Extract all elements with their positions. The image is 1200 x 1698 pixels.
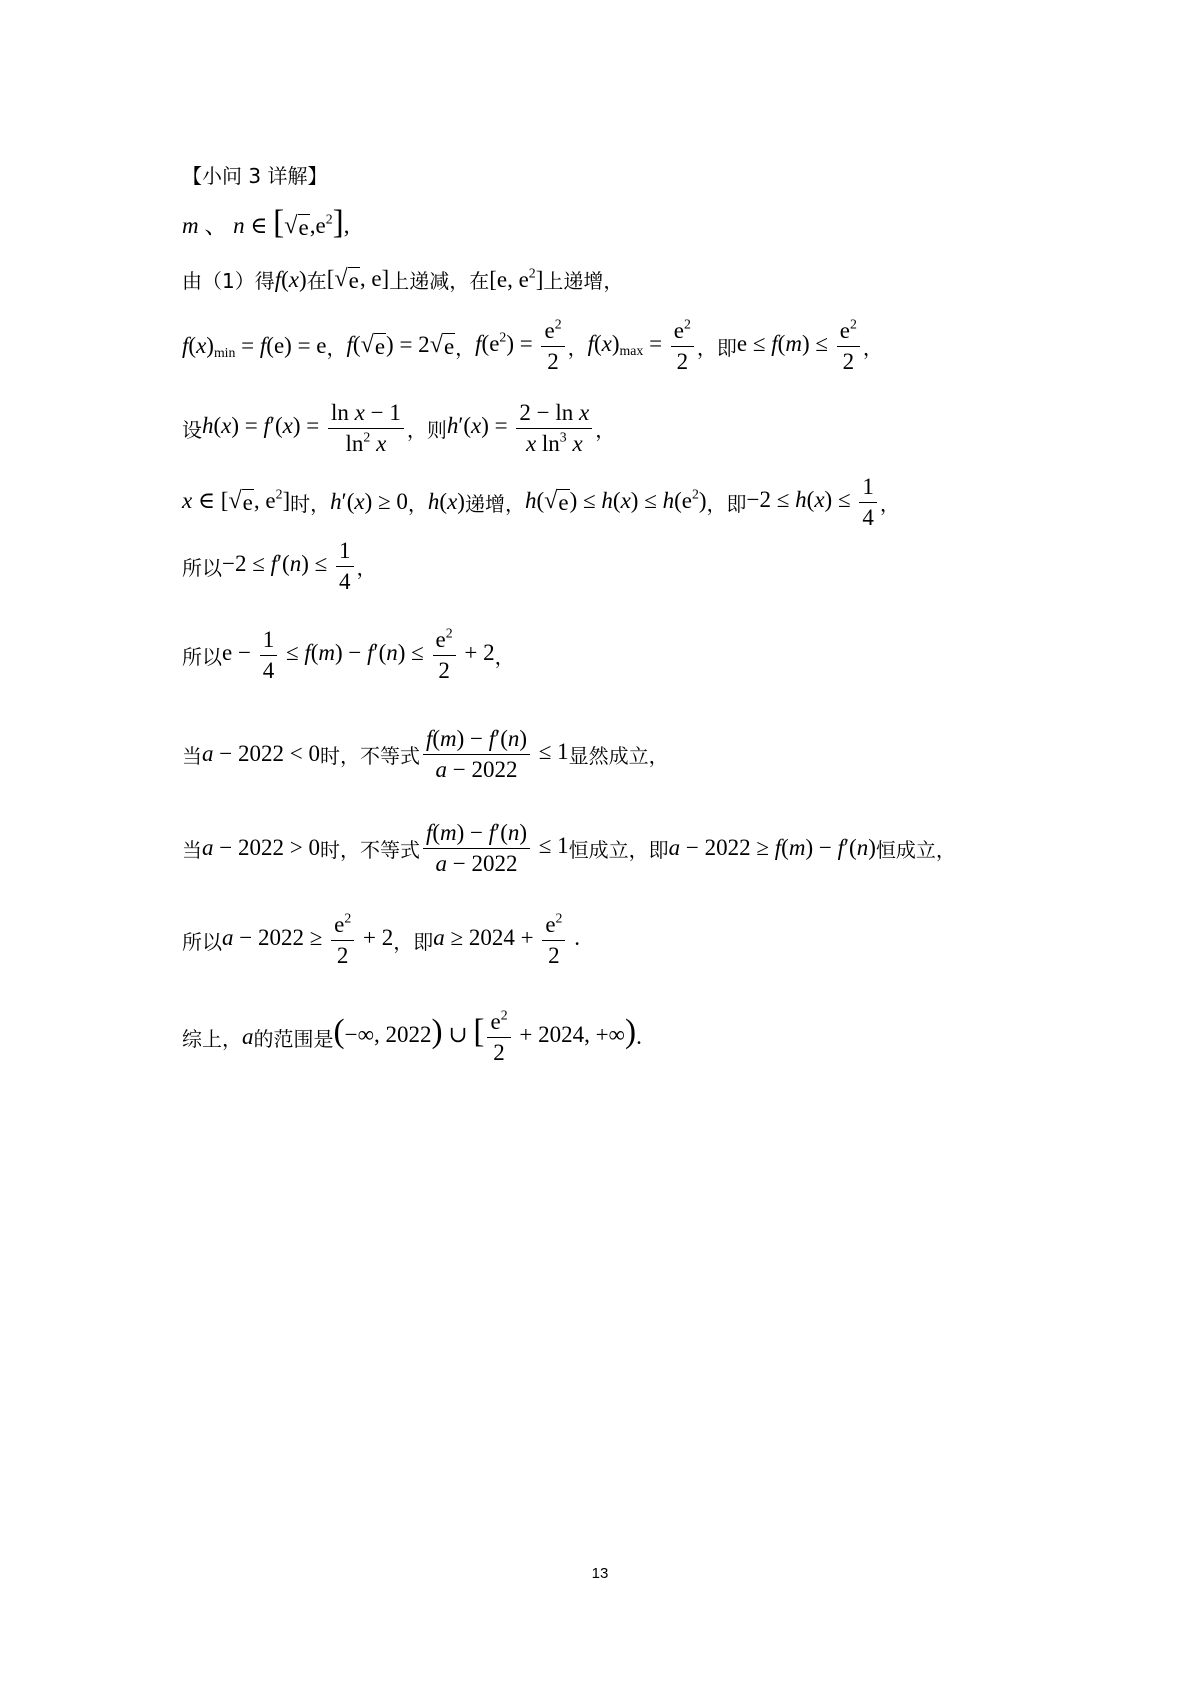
equation-line-values: $f(x)_{min} = f(e) = e$ ， f( √ e ) = 2 √ e ， $f(e^2)$ = $\frac{e^2}{2}$ ， $f(x)_{max}$ = $\frac{e^2}{2}$ ，即 e ≤ f(m) ≤ $\frac{e^2}{2}$ ， [182,316,883,374]
equation-line-monotonic: 由（1）得 f(x) 在 [ √ e , e] 上递减，在 [e, $e^2$] 上递增， [182,264,624,293]
section-title-text: 【小问 3 详解】 [182,164,328,188]
equation-line-difference: 所以 e − $\frac{1}{4}$ ≤ f(m) − f′(n) ≤ $\frac{e^2}{2}$ + 2 ， [182,625,515,683]
equation-line-a-bound: 所以 a − 2022 ≥ $\frac{e^2}{2}$ + 2 ，即 a ≥ 2024 + $\frac{e^2}{2}$ . [182,910,580,968]
equation-line-case-positive: 当 a − 2022 > 0 时，不等式 $\frac{f(m) - f'(n)}{a - 2022}$ ≤ 1 恒成立，即 a − 2022 ≥ f(m) − f′(n) 恒成立， [182,820,956,876]
equation-line-case-negative: 当 a − 2022 < 0 时，不等式 $\frac{f(m) - f'(n)}{a - 2022}$ ≤ 1 显然成立， [182,726,669,782]
equation-line-h-def: 设 h(x) = f′(x) = $\frac{\text{ln x − 1}}{\ln^2 x}$ ，则 h′(x) = $\frac{\text{2 − ln x}}{x \ln^3 x}$ ， [182,400,616,456]
equation-line-h-range: x ∈ [ √ e , $e^2$] 时， h′(x) ≥ 0 ， h(x) 递增， h( √ e ) ≤ $h(x) \le h(e^2)$ ，即 −2 ≤ h(x) ≤ $\frac{1}{4}$ ， [182,474,900,530]
page-number: 13 [591,1565,609,1582]
equation-line-fprime-range: 所以 −2 ≤ f′(n) ≤ $\frac{1}{4}$ ， [182,538,377,594]
section-title [182,160,1050,189]
equation-line-conclusion: 综上， a 的范围是 (−∞, 2022) ∪ [ $\frac{e^2}{2}$ + 2024, +∞) . [182,1007,642,1065]
equation-line-domain: m 、 n ∈ [ √ e $,e^2$], [182,204,350,241]
